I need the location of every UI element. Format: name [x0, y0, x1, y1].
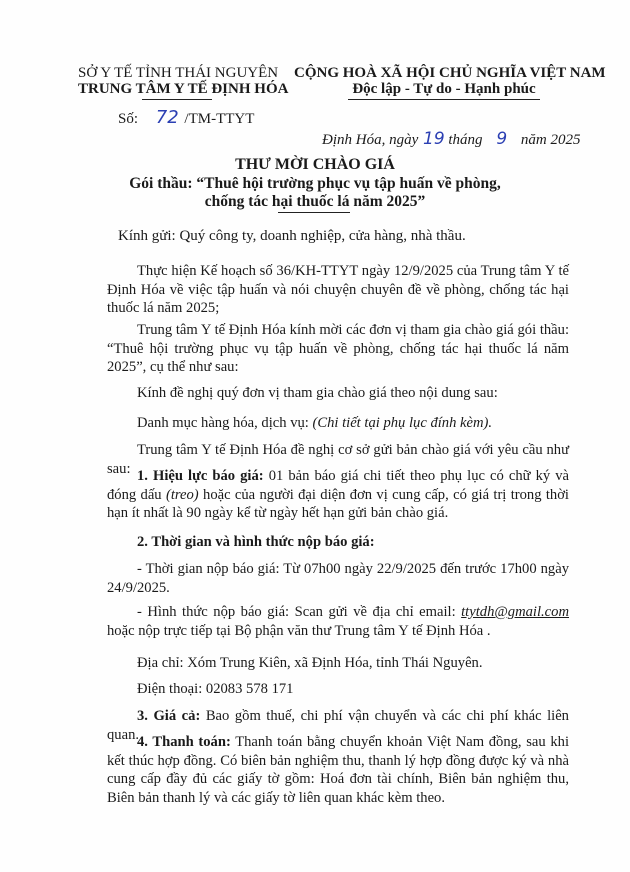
paragraph-request: Kính đề nghị quý đơn vị tham gia chào giá theo nội dung sau: — [137, 385, 498, 401]
subject-line-1: Gói thầu: “Thuê hội trường phục vụ tập huấn về phòng, — [129, 175, 501, 192]
submission-method-text-b: hoặc nộp trực tiếp tại Bộ phận văn thư Trung tâm Y tế Định Hóa . — [107, 622, 491, 639]
section-2-submission-time: - Thời gian nộp báo giá: Từ 07h00 ngày 22/9/2025 đến trước 17h00 ngày 24/9/2025. — [107, 561, 569, 596]
date-month: 9 — [496, 129, 508, 149]
section-1-text-b: hoặc của người đại diện đơn vị cung cấp, có giá trị trong thời hạn ít nhất là 90 ngày kể từ ngày hết hạn gửi bản chào giá. — [107, 486, 569, 521]
email-link[interactable]: ttytdh@gmail.com — [461, 604, 569, 620]
paragraph-requirements: Trung tâm Y tế Định Hóa đề nghị cơ sở gửi bản chào giá với yêu cầu như sau: — [107, 442, 569, 477]
date-year: năm 2025 — [520, 132, 581, 148]
paragraph-plan-reference: Thực hiện Kế hoạch số 36/KH-TTYT ngày 12/9/2025 của Trung tâm Y tế Định Hóa về việc tập huấn và nói chuyện chuyên đề về phòng, chống tác hại thuốc lá năm 2025; — [107, 263, 569, 316]
section-4-text: Thanh toán bằng chuyển khoản Việt Nam đồng, sau khi kết thúc hợp đồng. Có biên bản nghiệm thu, thanh lý hợp đồng được ký và nhà cung cấp đầy đủ các giấy tờ gồm: Hoá đơn tài chính, Biên bản nghiệm thu, Biên bản thanh lý và các giấy tờ liên quan khác kèm theo. — [107, 734, 569, 806]
date-place: Định Hóa, ngày — [322, 132, 419, 148]
org-parent-name: SỞ Y TẾ TỈNH THÁI NGUYÊN — [78, 65, 279, 81]
goods-list-note: (Chi tiết tại phụ lục đính kèm). — [312, 415, 493, 431]
document-date — [322, 130, 580, 149]
section-quote-validity — [107, 467, 569, 523]
section-payment — [107, 733, 569, 807]
national-title: CỘNG HOÀ XÃ HỘI CHỦ NGHĨA VIỆT NAM — [294, 65, 606, 81]
doc-number-suffix: /TM-TTYT — [184, 111, 255, 127]
section-1-italic: (treo) — [165, 486, 199, 503]
paragraph-goods-list — [107, 414, 569, 433]
subject-line-2: chống tác hại thuốc lá năm 2025” — [204, 193, 426, 210]
contact-phone: Điện thoại: 02083 578 171 — [137, 681, 294, 697]
section-1-text-a: 01 bản báo giá chi tiết theo phụ lục có chữ ký và đóng dấu — [107, 468, 569, 503]
section-3-heading: 3. Giá cả: — [137, 708, 201, 724]
subject-underline — [278, 212, 350, 213]
date-day: 19 — [423, 129, 445, 149]
section-1-heading: 1. Hiệu lực báo giá: — [137, 468, 264, 484]
doc-number-handwritten: 72 — [155, 107, 179, 128]
document-title: THƯ MỜI CHÀO GIÁ — [235, 156, 395, 173]
goods-list-label: Danh mục hàng hóa, dịch vụ: — [137, 415, 309, 431]
section-2-submission-method — [107, 603, 569, 640]
doc-number-label: Số: — [118, 111, 139, 127]
section-4-heading: 4. Thanh toán: — [137, 734, 231, 750]
org-name: TRUNG TÂM Y TẾ ĐỊNH HÓA — [78, 81, 289, 97]
paragraph-invitation: Trung tâm Y tế Định Hóa kính mời các đơn vị tham gia chào giá gói thầu: “Thuê hội trường phục vụ tập huấn về phòng, chống tác hại thuốc lá năm 2025”, cụ thể như sau: — [107, 322, 569, 375]
contact-address: Địa chỉ: Xóm Trung Kiên, xã Định Hóa, tỉnh Thái Nguyên. — [137, 655, 483, 671]
section-3-text: Bao gồm thuế, chi phí vận chuyển và các chi phí khác liên quan. — [107, 708, 569, 743]
date-month-label: tháng — [448, 132, 483, 148]
submission-method-text-a: - Hình thức nộp báo giá: Scan gửi về địa chỉ email: — [137, 604, 456, 620]
greeting: Kính gửi: Quý công ty, doanh nghiệp, cửa hàng, nhà thầu. — [118, 228, 466, 244]
section-2-heading: 2. Thời gian và hình thức nộp báo giá: — [137, 534, 375, 550]
document-number — [118, 109, 254, 128]
org-underline — [142, 99, 212, 100]
national-motto: Độc lập - Tự do - Hạnh phúc — [352, 81, 536, 97]
motto-underline — [348, 99, 540, 100]
